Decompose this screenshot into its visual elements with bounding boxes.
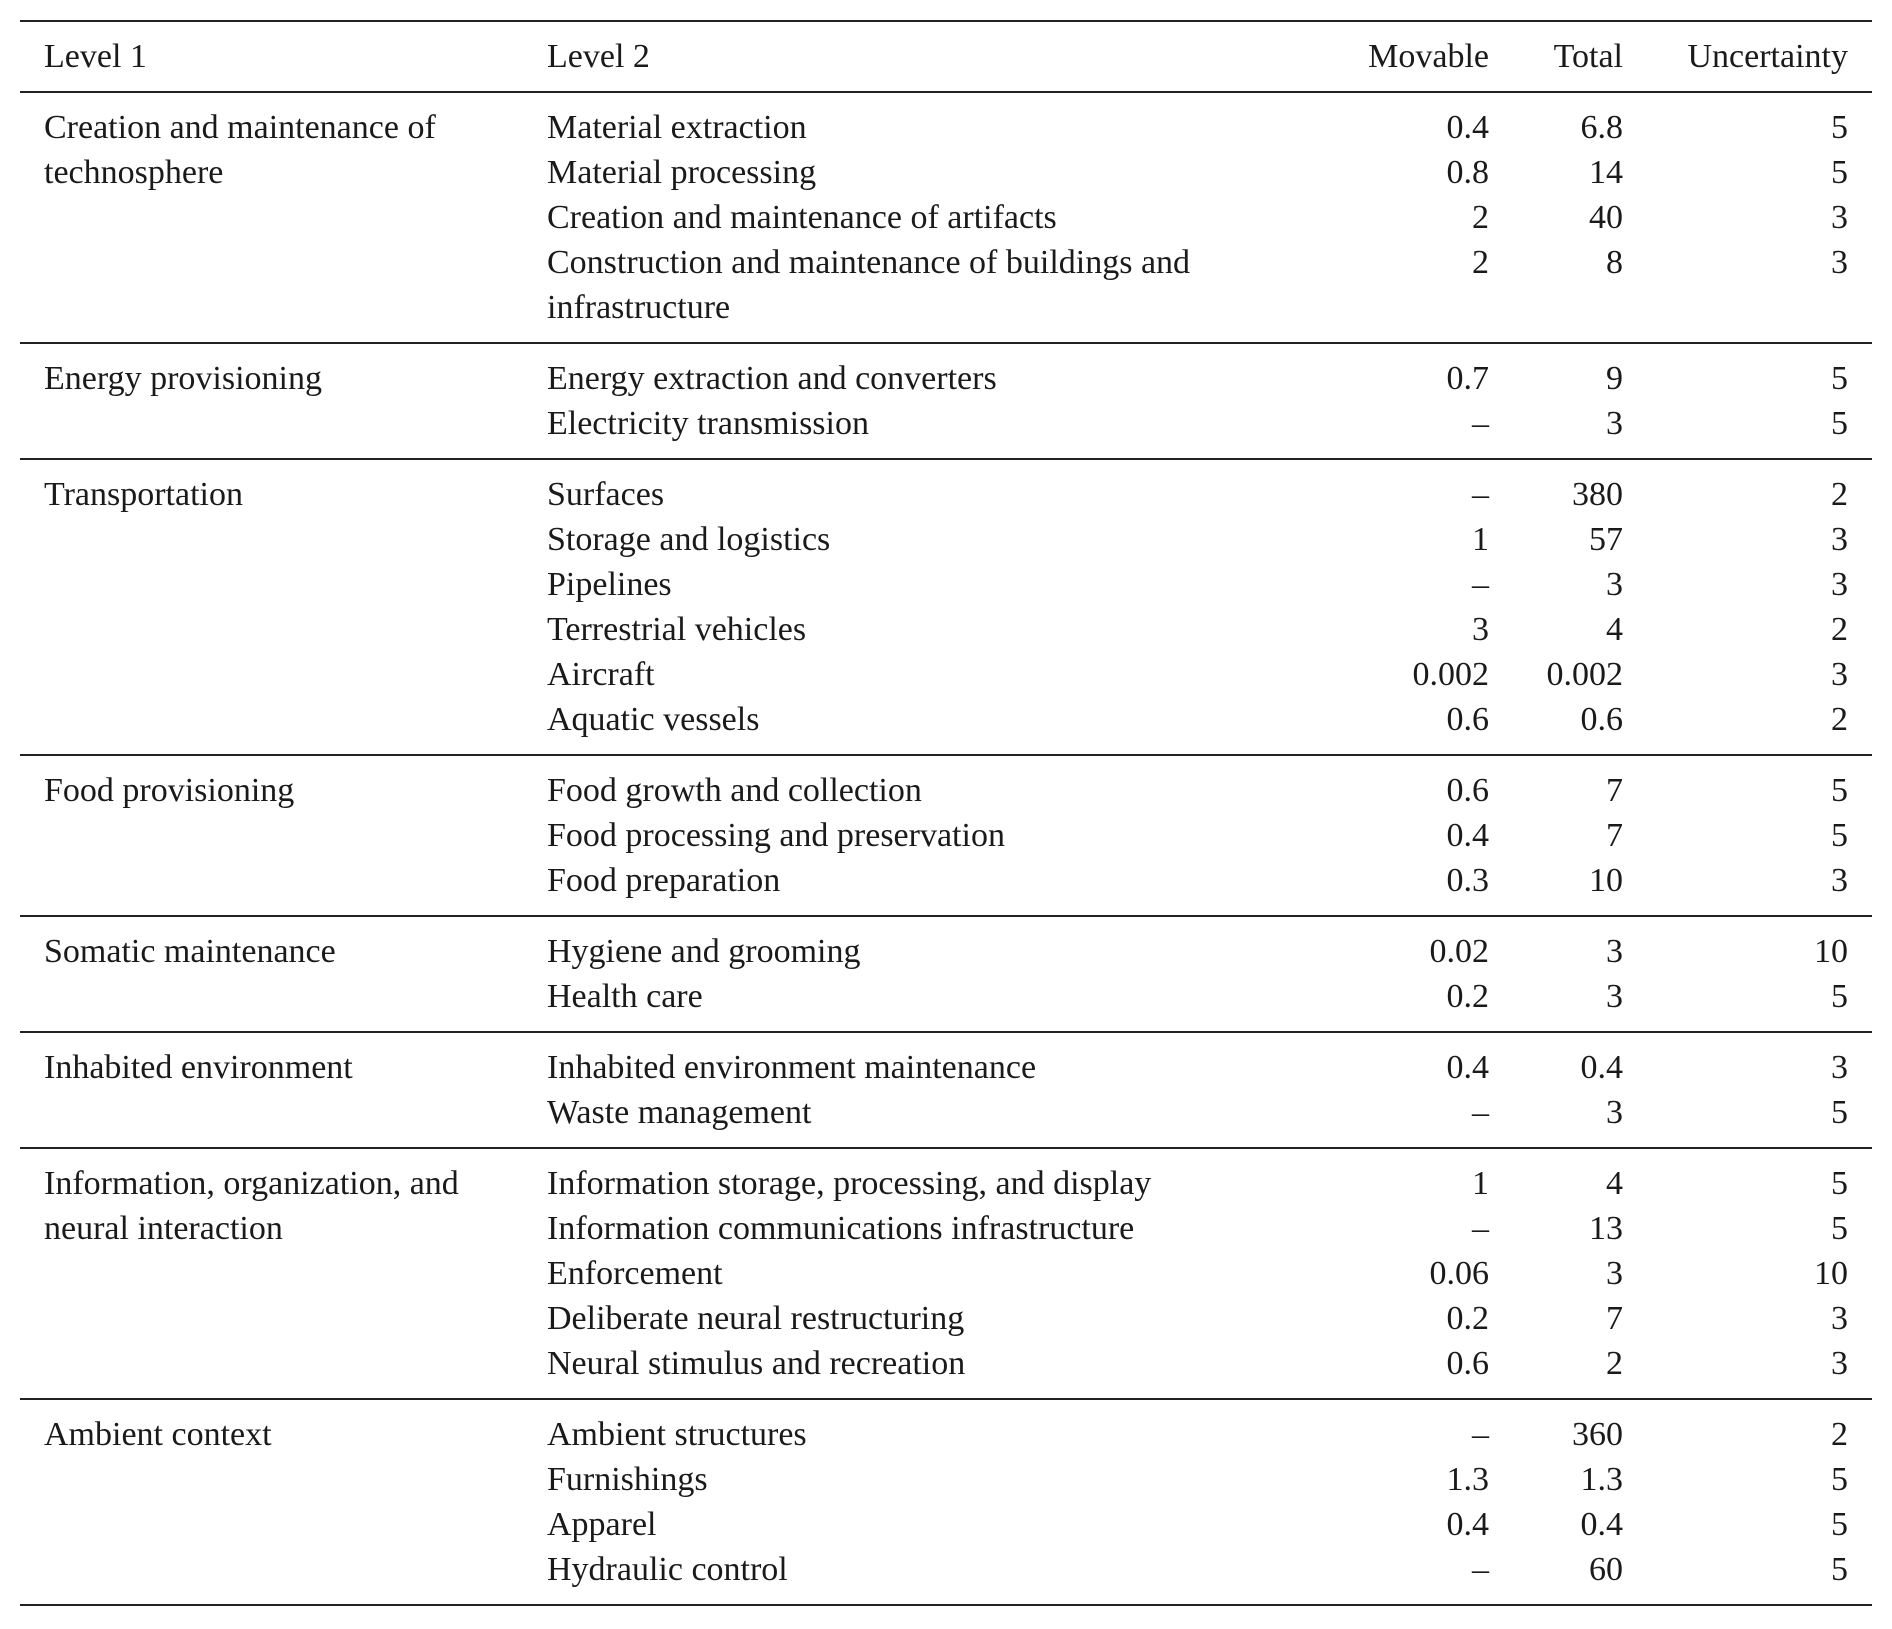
row-group xyxy=(20,343,1872,459)
level2-cell: Creation and maintenance of artifacts xyxy=(547,199,1057,236)
level2-cell: Waste management xyxy=(547,1094,812,1131)
movable-cell: 0.8 xyxy=(1446,154,1489,191)
level1-cell: Information, organization, and neural interaction xyxy=(44,1165,459,1247)
uncertainty-cell: 3 xyxy=(1831,566,1848,603)
movable-cell: 0.7 xyxy=(1446,360,1489,397)
level2-cell: Health care xyxy=(547,978,703,1015)
data-table-container xyxy=(20,20,1872,1606)
level2-cell: Food growth and collection xyxy=(547,772,922,809)
uncertainty-cell: 5 xyxy=(1831,1506,1848,1543)
movable-cell: 3 xyxy=(1472,611,1489,648)
uncertainty-cell: 2 xyxy=(1831,611,1848,648)
total-cell: 6.8 xyxy=(1580,109,1623,146)
level2-cell: Aircraft xyxy=(547,656,655,693)
level2-cell: Material extraction xyxy=(547,109,807,146)
total-cell: 0.6 xyxy=(1580,701,1623,738)
total-cell: 3 xyxy=(1606,978,1623,1015)
table-row xyxy=(20,916,1872,974)
total-cell: 0.002 xyxy=(1546,656,1623,693)
level2-cell: Information storage, processing, and display xyxy=(547,1165,1152,1202)
table-row xyxy=(20,343,1872,401)
level2-cell: Food preparation xyxy=(547,862,781,899)
total-cell: 9 xyxy=(1606,360,1623,397)
level2-cell: Pipelines xyxy=(547,566,672,603)
movable-cell: – xyxy=(1472,1094,1489,1131)
level1-cell: Somatic maintenance xyxy=(44,933,336,970)
total-cell: 8 xyxy=(1606,244,1623,281)
total-cell: 4 xyxy=(1606,1165,1623,1202)
uncertainty-cell: 5 xyxy=(1831,154,1848,191)
uncertainty-cell: 3 xyxy=(1831,1345,1848,1382)
movable-cell: 0.6 xyxy=(1446,1345,1489,1382)
movable-cell: 0.06 xyxy=(1429,1255,1489,1292)
uncertainty-cell: 10 xyxy=(1814,1255,1848,1292)
total-cell: 7 xyxy=(1606,772,1623,809)
uncertainty-cell: 5 xyxy=(1831,405,1848,442)
movable-cell: 0.6 xyxy=(1446,701,1489,738)
level2-cell: Storage and logistics xyxy=(547,521,831,558)
uncertainty-cell: 5 xyxy=(1831,1551,1848,1588)
header-row xyxy=(20,21,1872,92)
level1-cell: Creation and maintenance of technosphere xyxy=(44,109,436,191)
uncertainty-cell: 5 xyxy=(1831,109,1848,146)
movable-cell: 0.4 xyxy=(1446,817,1489,854)
level2-cell: Material processing xyxy=(547,154,817,191)
uncertainty-cell: 3 xyxy=(1831,656,1848,693)
level2-cell: Energy extraction and converters xyxy=(547,360,997,397)
row-group xyxy=(20,92,1872,343)
level2-cell: Neural stimulus and recreation xyxy=(547,1345,966,1382)
level1-cell: Energy provisioning xyxy=(44,360,322,397)
uncertainty-cell: 2 xyxy=(1831,701,1848,738)
movable-cell: 1.3 xyxy=(1446,1461,1489,1498)
movable-cell: 2 xyxy=(1472,199,1489,236)
uncertainty-cell: 5 xyxy=(1831,978,1848,1015)
uncertainty-cell: 5 xyxy=(1831,1461,1848,1498)
uncertainty-cell: 3 xyxy=(1831,244,1848,281)
row-group xyxy=(20,1148,1872,1399)
level2-cell: Furnishings xyxy=(547,1461,708,1498)
uncertainty-cell: 5 xyxy=(1831,360,1848,397)
level2-cell: Apparel xyxy=(547,1506,657,1543)
total-cell: 3 xyxy=(1606,1094,1623,1131)
level2-cell: Inhabited environment maintenance xyxy=(547,1049,1037,1086)
table-row xyxy=(20,1148,1872,1206)
movable-cell: 0.002 xyxy=(1412,656,1489,693)
movable-cell: 0.6 xyxy=(1446,772,1489,809)
total-cell: 3 xyxy=(1606,933,1623,970)
level1-cell: Transportation xyxy=(44,476,243,513)
movable-cell: – xyxy=(1472,1416,1489,1453)
uncertainty-cell: 3 xyxy=(1831,1300,1848,1337)
level2-cell: Food processing and preservation xyxy=(547,817,1005,854)
total-cell: 1.3 xyxy=(1580,1461,1623,1498)
movable-cell: – xyxy=(1472,405,1489,442)
movable-cell: 0.4 xyxy=(1446,109,1489,146)
total-cell: 360 xyxy=(1572,1416,1623,1453)
header-movable: Movable xyxy=(1368,38,1489,75)
movable-cell: 0.4 xyxy=(1446,1049,1489,1086)
table-header xyxy=(20,21,1872,92)
movable-cell: – xyxy=(1472,476,1489,513)
total-cell: 3 xyxy=(1606,1255,1623,1292)
row-group xyxy=(20,1032,1872,1148)
movable-cell: – xyxy=(1472,1551,1489,1588)
total-cell: 57 xyxy=(1589,521,1623,558)
header-level1: Level 1 xyxy=(44,38,147,75)
table-row xyxy=(20,459,1872,517)
uncertainty-cell: 5 xyxy=(1831,772,1848,809)
movable-cell: 0.02 xyxy=(1429,933,1489,970)
total-cell: 0.4 xyxy=(1580,1049,1623,1086)
movable-cell: 1 xyxy=(1472,1165,1489,1202)
movable-cell: 1 xyxy=(1472,521,1489,558)
table-row xyxy=(20,1032,1872,1090)
total-cell: 60 xyxy=(1589,1551,1623,1588)
uncertainty-cell: 5 xyxy=(1831,1165,1848,1202)
uncertainty-cell: 3 xyxy=(1831,862,1848,899)
movable-cell: – xyxy=(1472,1210,1489,1247)
uncertainty-cell: 3 xyxy=(1831,521,1848,558)
total-cell: 3 xyxy=(1606,566,1623,603)
uncertainty-cell: 3 xyxy=(1831,199,1848,236)
level2-cell: Information communications infrastructure xyxy=(547,1210,1135,1247)
uncertainty-cell: 5 xyxy=(1831,1210,1848,1247)
uncertainty-cell: 2 xyxy=(1831,1416,1848,1453)
movable-cell: 0.4 xyxy=(1446,1506,1489,1543)
movable-cell: 2 xyxy=(1472,244,1489,281)
table-row xyxy=(20,92,1872,150)
level2-cell: Aquatic vessels xyxy=(547,701,760,738)
row-group xyxy=(20,459,1872,755)
uncertainty-cell: 5 xyxy=(1831,1094,1848,1131)
level2-cell: Ambient structures xyxy=(547,1416,807,1453)
level2-cell: Deliberate neural restructuring xyxy=(547,1300,965,1337)
data-table xyxy=(20,20,1872,1606)
header-level2: Level 2 xyxy=(547,38,650,75)
level1-cell: Food provisioning xyxy=(44,772,295,809)
level2-cell: Hygiene and grooming xyxy=(547,933,861,970)
header-total: Total xyxy=(1553,38,1623,75)
uncertainty-cell: 10 xyxy=(1814,933,1848,970)
level2-cell: Terrestrial vehicles xyxy=(547,611,807,648)
level2-cell: Hydraulic control xyxy=(547,1551,788,1588)
total-cell: 40 xyxy=(1589,199,1623,236)
total-cell: 3 xyxy=(1606,405,1623,442)
movable-cell: 0.2 xyxy=(1446,978,1489,1015)
row-group xyxy=(20,1399,1872,1605)
level1-cell: Inhabited environment xyxy=(44,1049,353,1086)
header-uncertainty: Uncertainty xyxy=(1687,38,1848,75)
total-cell: 13 xyxy=(1589,1210,1623,1247)
row-group xyxy=(20,755,1872,916)
total-cell: 14 xyxy=(1589,154,1623,191)
total-cell: 2 xyxy=(1606,1345,1623,1382)
total-cell: 380 xyxy=(1572,476,1623,513)
level2-cell: Enforcement xyxy=(547,1255,723,1292)
total-cell: 0.4 xyxy=(1580,1506,1623,1543)
level1-cell: Ambient context xyxy=(44,1416,272,1453)
uncertainty-cell: 3 xyxy=(1831,1049,1848,1086)
table-row xyxy=(20,755,1872,813)
total-cell: 4 xyxy=(1606,611,1623,648)
level2-cell: Surfaces xyxy=(547,476,665,513)
uncertainty-cell: 2 xyxy=(1831,476,1848,513)
total-cell: 7 xyxy=(1606,817,1623,854)
total-cell: 10 xyxy=(1589,862,1623,899)
level2-cell: Electricity transmission xyxy=(547,405,869,442)
movable-cell: 0.2 xyxy=(1446,1300,1489,1337)
movable-cell: 0.3 xyxy=(1446,862,1489,899)
total-cell: 7 xyxy=(1606,1300,1623,1337)
movable-cell: – xyxy=(1472,566,1489,603)
table-row xyxy=(20,1399,1872,1457)
row-group xyxy=(20,916,1872,1032)
level2-cell: Construction and maintenance of buildings and infrastructure xyxy=(547,244,1191,326)
uncertainty-cell: 5 xyxy=(1831,817,1848,854)
